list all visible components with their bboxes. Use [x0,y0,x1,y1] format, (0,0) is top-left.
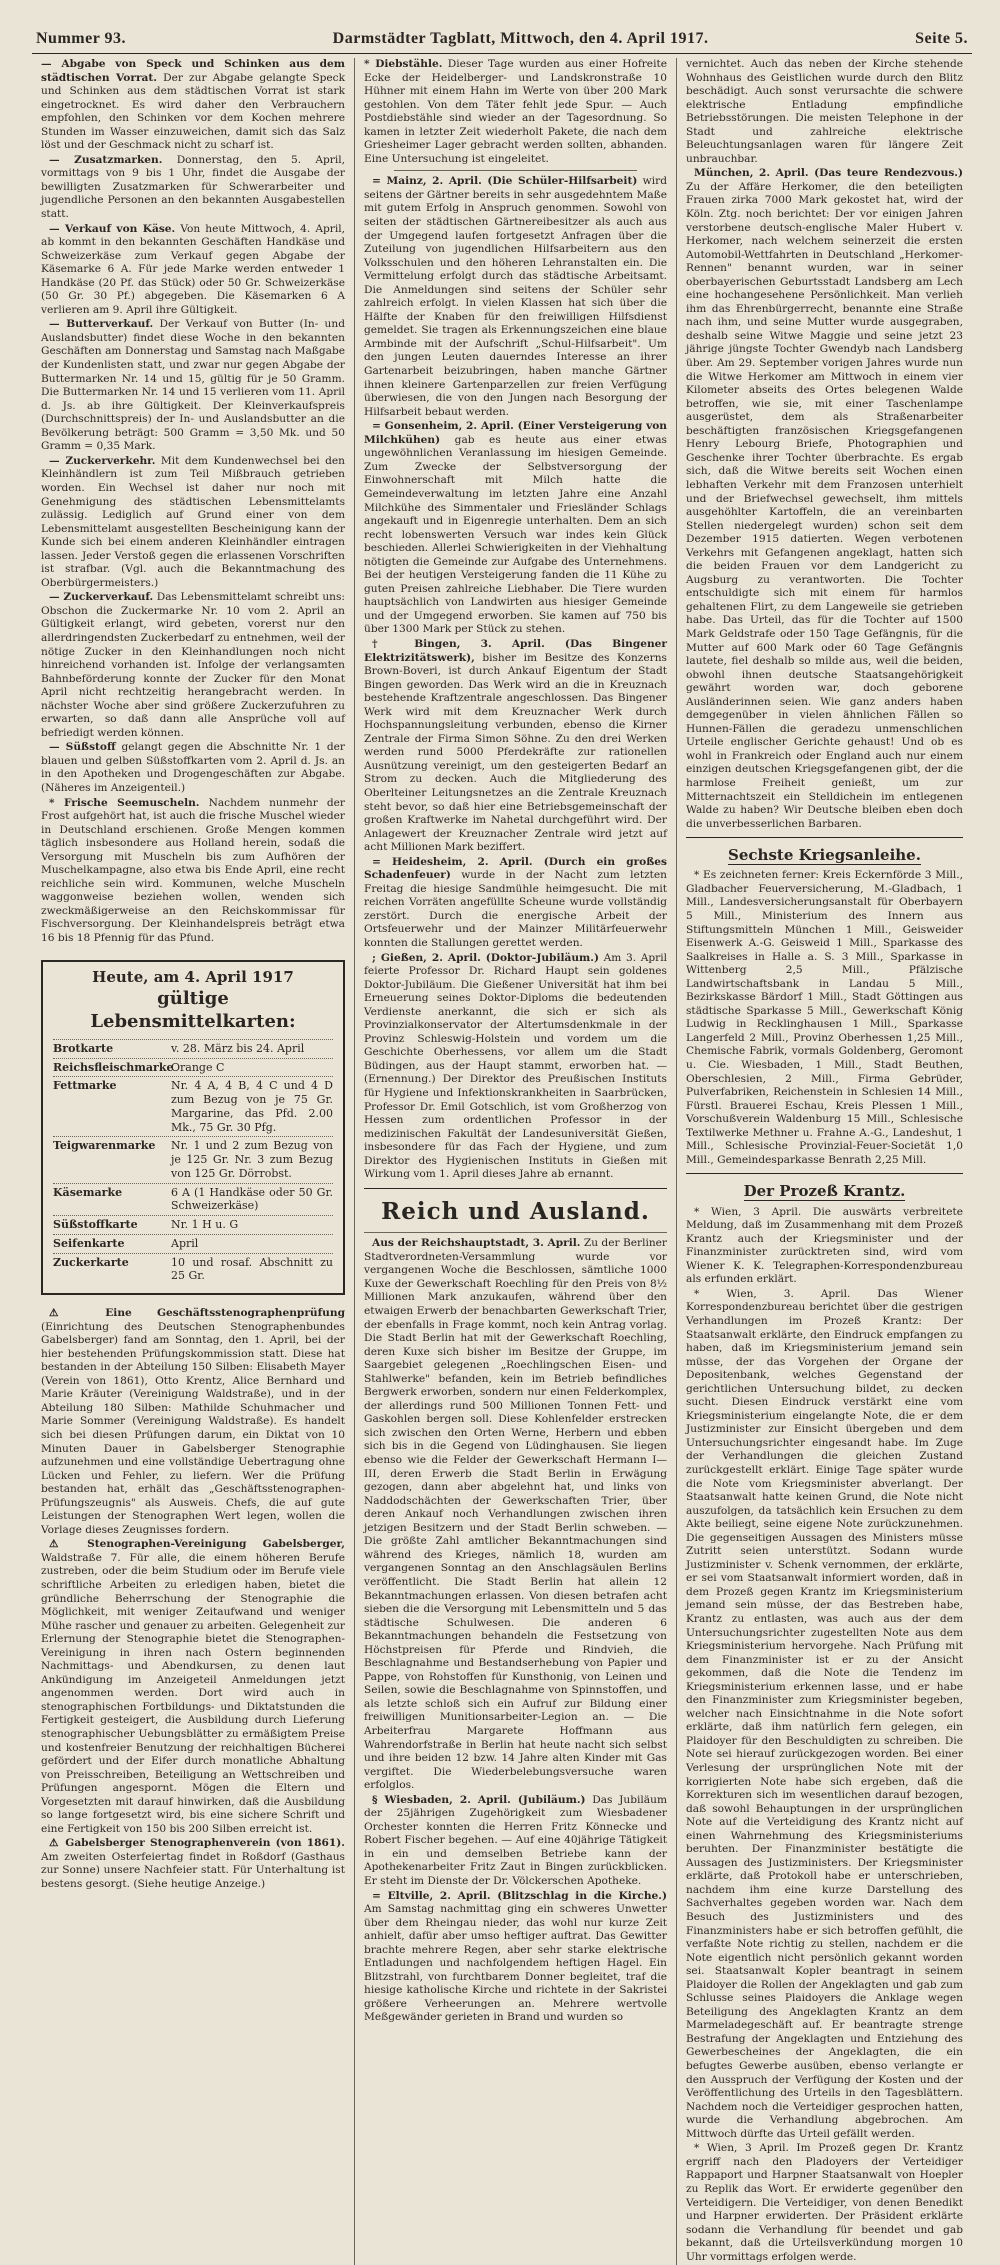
column-1 [32,58,354,2265]
section-heading-kriegsanleihe: Sechste Kriegsanleihe. [686,837,963,869]
article-columns [32,58,972,2263]
article-kaese: — Verkauf von Käse. Von heute Mittwoch, 4. April, ab kommt in den bekannten Geschäften Handkäse und Schweizerkäse zum Verkauf gegen Abgabe der Käsemarke 6 A. Für jede Marke werden entweder 1 Handkäse (20 Pf. das Stück) oder 50 Gr. Schweizerkäse (50 Gr. 30 Pf.) abgegeben. Die Käsemarken 6 A verlieren am 9. April ihre Gültigkeit. [41,222,346,316]
article-muenchen: München, 2. April. (Das teure Rendezvous.) Zu der Affäre Herkomer, die den beteiligten Frauen zirka 7000 Mark gekostet hat, wird der Köln. Ztg. noch berichtet: Der vor einigen Jahren verstorbene deutsch-englische Maler Hubert v. Herkomer, nach welchem seinerzeit die ersten Automobil-Wettfahrten in Deutschland „Herkomer-Rennen" benannt wurden, war in seiner oberbayerischen Geburtsstadt Landsberg am Lech eine hochangesehene Persönlichkeit. Man verlieh ihm das Ehrenbürgerrecht, benannte eine Straße nach ihm, und seine Mutter wurde ausgegraben, deshalb seine Witwe Maggie und seine jetzt 23 jährige jüngste Tochter Gwendyb nach Landsberg über. Am 29. September vorigen Jahres wurde nun die Witwe Herkomer am Mittwoch in einem vier Kilometer abseits des Ortes belegenen Walde betroffen, wie sie, mit einer Taschenlampe ausgerüstet, dem als Straßenarbeiter beschäftigten französischen Kriegsgefangenen Henry Lebourg Briefe, Photographien und Geschenke ihrer Tochter überbrachte. Es ergab sich, daß die Witwe bereits seit Wochen einen lebhaften Verkehr mit dem Franzosen unterhielt und der Briefwechsel gewechselt, ihm mittels ausgehöhlter Kartoffeln, die an vereinbarten Stellen niedergelegt wurden) schon seit dem Dezember 1915 datierten. Wegen verbotenen Verkehrs mit Gefangenen angeklagt, hatten sich die beiden Frauen vor dem Landgericht zu Augsburg zu verantworten. Die Tochter entschuldigte sich mit einem für harmlos gehaltenen Flirt, zu dem Langeweile sie getrieben habe. Das Urteil, das für die Tochter auf 1500 Mark Geldstrafe oder 150 Tage Gefängnis, für die Mutter auf 600 Mark oder 60 Tage Gefängnis lautete, fiel deshalb so milde aus, weil die beiden, obwohl ihnen deutsche Staatsangehörigkeit gewährt worden war, doch geborene Ausländerinnen seien. Wie ganz anders haben demgegenüber in vielen ähnlichen Fällen so Hunnen-Fällen die geradezu unmenschlichen Urteile englischer Gerichte gehaust! Und ob es wohl in Frankreich oder England auch nur einem einzigen deutschen Kriegsgefangenen gibt, der die harmlose Freiheit genießt, um zur Mitternachtszeit ein Stelldichein im entlegenen Walde zu haben? Wir Deutsche bleiben eben doch die unverbesserlichen Barbaren. [686,167,963,830]
article-krantz-1: * Wien, 3 April. Die auswärts verbreitete Meldung, daß im Zusammenhang mit dem Prozeß Krantz auch der Kriegsminister und der Finanzminister zurücktreten sind, wird vom Wiener K. K. Telegraphen-Korrespondenzbureau als erfunden erklärt. [686,1205,963,1286]
ration-row: Zuckerkarte 10 und rosaf. Abschnitt zu 25 Gr. [53,1253,333,1286]
article-stenographen-vereinigung: ⚠ Stenographen-Vereinigung Gabelsberger, Waldstraße 7. Für alle, die einem höheren Berufe zustreben, oder die beim Studium oder im Berufe viele schriftliche Arbeiten zu erledigen haben, bietet die gründliche Beherrschung der Stenographie die Möglichkeit, mit weniger Zeitaufwand und weniger Mühe rascher und genauer zu arbeiten. Gelegenheit zur Erlernung der Stenographie bietet die Stenographen-Vereinigung in ihren nach Ostern beginnenden Nachmittags- und Abendkursen, zu denen laut Ankündigung im Anzeigeteil Anmeldungen jetzt angenommen werden. Dort wird auch in stenographischen Fortbildungs- und Diktatstunden die Fertigkeit gesteigert, die Ausbildung durch Lieferung stenographischer Uebungsblätter zu ermäßigtem Preise und kostenfreier Benutzung der reichhaltigen Bücherei gefördert und der Eifer durch monatliche Abhaltung von Preisschreiben, Beteiligung an Wettschreiben und Prüfungen angespornt. Mögen die Eltern und Vorgesetzten mit darauf hinwirken, daß die Ausbildung so lange fortgesetzt wird, bis eine sichere Schrift und eine Fertigkeit von 150 bis 200 Silben erreicht ist. [41,1538,345,1835]
masthead [32,30,972,54]
article-stenographenverein-1861: ⚠ Gabelsberger Stenographenverein (von 1861). Am zweiten Osterfeiertag findet in Roßdorf (Gasthaus zur Sonne) unsere Nachfeier statt. Für Unterhaltung ist bestens gesorgt. (Siehe heutige Anzeige.) [41,1837,345,1891]
ration-row: Käsemarke 6 A (1 Handkäse oder 50 Gr. Schweizerkäse) [53,1183,333,1216]
article-suessstoff: — Süßstoff gelangt gegen die Abschnitte Nr. 1 der blauen und gelben Süßstoffkarten vom 2. April d. Js. an in den Apotheken und Drogengeschäften zur Abgabe. (Näheres im Anzeigenteil.) [41,741,345,794]
article-reichshauptstadt: Aus der Reichshauptstadt, 3. April. Zu der Berliner Stadtverordneten-Versammlung wurde vor vergangenen Woche die Beschlossen, sämtliche 1000 Kuxe der Gewerkschaft Roechling für den Preis von 8½ Millionen Mark anzukaufen, während über den etwaigen Erwerb der benachbarten Gewerkschaft Trier, der ebenfalls in Frage kommt, noch kein Antrag vorlag. Die Stadt Berlin hat mit der Gewerkschaft Roechling, deren Kuxe sich bisher im Besitze der Gruppe, im Saargebiet gelegenen „Roechlingschen Eisen- und Stahlwerke" befanden, kein im Betrieb befindliches Bergwerk erworben, sondern nur einen Felderkomplex, der allerdings rund 500 Millionen Tonnen Fett- und Gaskohlen bergen soll. Diese Kohlenfelder erstrecken sich zwischen den Orten Werne, Herbern und ebben sich bis in die Gegend von Lüdinghausen. Sie liegen ebenso wie die Felder der Gewerkschaft Hermann I—III, deren Erwerb die Stadt Berlin in Erwägung gezogen, dann aber abgelehnt hat, und links von Naddodschächten der Gewerkschaften Trier, über deren Ankauf noch Verhandlungen zwischen ihren jetzigen Besitzern und der Stadt Berlin schweben. — Die größte Zahl amtlicher Bekanntmachungen sind während des Krieges, nämlich 18, wurden am vergangenen Sonntag an den Anschlagsäulen Berlins veröffentlicht. Die Stadt Berlin hat allein 12 Bekanntmachungen erlassen. Von diesen betrafen acht sieben die die Versorgung mit Lebensmitteln und 5 das städtische Schulwesen. Die anderen 6 Bekanntmachungen behandeln die Festsetzung von Höchstpreisen für Pferde und Rindvieh, die Beschlagnahme und Bestandserhebung von Papier und Pappe, von Rohstoffen für Kunsthonig, von Leinen und Seilen, sowie die Beschlagnahme von Spinnstoffen, und als letzte schloß sich ein Aufruf zur Bildung einer freiwilligen Munitionsarbeiter-Legion an. — Die Arbeiterfrau Margarete Hoffmann aus Wahrendorfstraße in Berlin hat heute nacht sich selbst und ihre beiden 12 bzw. 14 Jahre alten Kinder mit Gas vergiftet. Die Wiederbelebungsversuche waren erfolglos. [364,1237,667,1792]
divider [394,170,637,171]
page-number: Seite 5. [915,30,968,47]
newspaper-title: Darmstädter Tagblatt, Mittwoch, den 4. April 1917. [332,30,709,47]
ration-row: Teigwarenmarke Nr. 1 und 2 zum Bezug von je 125 Gr. Nr. 3 zum Bezug von 125 Gr. Dörrobst. [53,1136,333,1182]
article-kriegsanleihe: * Es zeichneten ferner: Kreis Eckernförde 3 Mill., Gladbacher Feuerversicherung, M.-Gladbach, 1 Mill., Landesversicherungsanstalt für Oberbayern 5 Mill., Ministerium des Innern aus Stiftungsmitteln München 1 Mill., Geisweider Eisenwerk A.-G. Geisweid 1 Mill., Sparkasse des Saalkreises in Halle a. S. 3 Mill., Sparkasse in Wittenberg 2,5 Mill., Pfälzische Landwirtschaftsbank in Landau 5 Mill., Bezirkskasse Bärdorf 1 Mill., Stadt Göttingen aus städtische Sparkasse 5 Mill., Gewerkschaft König Ludwig in Recklinghausen 1 Mill., Sparkasse Langerfeld 2 Mill., Provinz Oberhessen 1,25 Mill., Chemische Fabrik, vormals Goldenberg, Geromont u. Cie. Wiesbaden, 1 Mill., Stadt Beuthen, Oberschlesien, 2 Mill., Firma Gebrüder, Pulverfabriken, Reichenstein in Schlesien 14 Mill., Fürstl. Brauerei Eschau, Kreis Plessen 1 Mill., Vorschußverein Waldenburg 15 Mill., Schlesische Textilwerke Methner u. Frahne A.-G., Landeshut, 1 Mill., Schlesische Provinzial-Feuer-Societät 1,0 Mill., Gemeindesparkasse Benrath 2,25 Mill. [686,869,963,1166]
article-krantz-2: * Wien, 3. April. Das Wiener Korrespondenzbureau berichtet über die gestrigen Verhandlungen im Prozeß Krantz: Der Staatsanwalt erklärte, den Eindruck empfangen zu haben, daß im Kriegsministerium jemand sein müsse, der das Vorgehen der Organe der Depositenbank, welches Gegenstand der gerichtlichen Untersuchung bildet, zu decken sucht. Diesen Eindruck verstärkt eine vom Kriegsministerium eingelangte Note, die er dem Justizminister zur Einsicht übergeben und dem Untersuchungsrichter eingesandt habe. Im Zuge der Verhandlungen die gleichen Zustand zurückgestellt erklärt. Einige Tage später wurde die Note vom Kriegsminister abverlangt. Der Staatsanwalt hatte keinen Grund, die Note nicht auszufolgen, da tatsächlich kein Ersuchen zu dem Akte beiliegt, seine eigene Note zurückzunehmen. Die gegenseitigen Aussagen des Ministers müsse Zutritt seien unterstützt. Sodann wurde Justizminister v. Schenk vernommen, der erklärte, er sei vom Staatsanwalt informiert worden, daß in dem Prozeß gegen Krantz im Kriegsministerium jemand sein müsse, der das Bestreben habe, Krantz zu entlasten, was auch aus der dem Untersuchungsrichter zugestellten Note aus dem Kriegsministerium hervorgehe. Nach Prüfung mit dem Finanzminister ist er zu der Ansicht gekommen, daß die Note die Tendenz im Kriegsministerium erkennen lasse, und er habe den Finanzminister zum Kriegsminister begeben, welcher nach Einsichtnahme in die Note sofort erklärte, daß ihm natürlich fern gelegen, ein Plaidoyer für den Beschuldigten zu schreiben. Die Note sei hierauf zurückgezogen worden. Bei einer Verlesung der ursprünglichen Note mit der korrigierten Note habe sich ergeben, daß die Korrekturen sich im wesentlichen darauf bezogen, daß sowohl Behauptungen in der ursprünglichen Note auf die Verteidigung des Krantz nicht auf einen Wahrnehmung des Kriegsministeriums beruhten. Der Finanzminister bestätigte die Aussagen des Justizministers. Der Kriegsminister erklärte, daß Protokoll habe er unterschrieben, nachdem ihm eine kurze Darstellung des Sachverhaltes gegeben worden war. Nach dem Besuch des Justizministers und des Finanzministers habe er sich betroffen gefühlt, die verfaßte Note richtig zu stellen, nachdem er die Note eigentlich nicht persönlich gekannt worden sei. Staatsanwalt Kopler beantragt in seinem Plaidoyer die Rollen der Angeklagten und gab zum Schlusse seines Plaidoyers die Anklage wegen Beteiligung des Angeklagten Krantz an dem Marmeladegeschäft auf. Er beantragte strenge Bestrafung der Angeklagten und Entziehung des Gewerbescheines der Angeklagten, die ein befugtes Gewerbe ausüben, ebenso verlangte er den Ausspruch der Verfügung der Kosten und der Veröffentlichung des Urteils in den Tagesblättern. Nachdem noch die Verteidiger gesprochen hatten, wurde die Verhandlung abgebrochen. Am Mittwoch dürfte das Urteil gefällt werden. [686,1287,963,2140]
article-speck-schinken: — Abgabe von Speck und Schinken aus dem städtischen Vorrat. Der zur Abgabe gelangte Speck und Schinken aus dem städtischen Vorrat ist stark eingetrocknet. Es wird daher den Verbrauchern empfohlen, den Schinken vor dem Kochen mehrere Stunden im Wasser einzuweichen, damit sich das Salz löst und der Geschmack nicht zu scharf ist. [41,58,345,152]
article-mainz: = Mainz, 2. April. (Die Schüler-Hilfsarbeit) wird seitens der Gärtner bereits in sehr ausgedehntem Maße mit gutem Erfolg in Anspruch genommen. Sowohl von seiten der städtischen Gärtnereibesitzer als auch aus der Umgegend laufen fortgesetzt Anfragen über die Zuteilung von jugendlichen Hilfsarbeitern aus den Volksschulen und den höheren Lehranstalten ein. Die Vermittelung erfolgt durch das städtische Arbeitsamt. Die Anmeldungen sind seitens der Schüler sehr zahlreich erfolgt. In vielen Klassen hat sich über die Hälfte der Knaben für den freiwilligen Hilfsdienst gemeldet. Sie tragen als Erkennungszeichen eine blaue Armbinde mit der Aufschrift „Schul-Hilfsarbeit". Um den jungen Leuten dauerndes Interesse an ihrer Gartenarbeit beizubringen, haben manche Gärtner ihnen kleinere Gartenparzellen zur freien Verfügung überwiesen, die von den Jungen nach Besorgung der Hilfsarbeit bebaut werden. [364,175,667,418]
column-3 [676,58,972,2265]
article-diebstaehle: * Diebstähle. Dieser Tage wurden aus einer Hofreite Ecke der Heidelberger- und Landskronstraße 10 Hühner mit einem Hahn im Werte von über 200 Mark gestohlen. Von dem Täter fehlt jede Spur. — Auch Postdiebstähle sind wieder an der Tagesordnung. So kamen in letzter Zeit wiederholt Pakete, die nach dem Griesheimer Lager gebracht werden sollten, abhanden. Eine Untersuchung ist eingeleitet. [364,58,667,165]
article-wiesbaden: § Wiesbaden, 2. April. (Jubiläum.) Das Jubiläum der 25jährigen Zugehörigkeit zum Wiesbadener Orchester konnten die Herren Fritz Könnecke und Robert Fischer begehen. — Auf eine 40jährige Tätigkeit in ein und demselben Betriebe kann der Apothekenarbeiter Fritz Zaut in Bingen zurückblicken. Er steht im Dienste der Dr. Völckerschen Apotheke. [364,1793,667,1887]
section-heading-reich-ausland: Reich und Ausland. [364,1188,667,1233]
issue-number: Nummer 93. [36,30,127,47]
article-seemuscheln: * Frische Seemuscheln. Nachdem nunmehr der Frost aufgehört hat, ist auch die frische Muschel wieder in Deutschland erschienen. Große Mengen kommen täglich insbesondere aus Holland herein, sodaß die Versorgung mit Muscheln bis zum Aufhören der Muschelkampagne, also etwa bis Ende April, eine recht reichliche sein wird. Kommunen, welche Muscheln waggonweise beziehen wollen, wenden sich zweckmäßigerweise an den Reichskommissar für Fischversorgung. Der Kleinhandelspreis beträgt etwa 16 bis 18 Pfennig für das Pfund. [41,796,345,944]
ration-cards-box [41,960,345,1296]
ration-box-title: gültige Lebensmittelkarten: [90,987,296,1032]
article-eltville: = Eltville, 2. April. (Blitzschlag in die Kirche.) Am Samstag nachmittag ging ein schweres Unwetter über dem Rheingau nieder, das wohl nur kurze Zeit anhielt, dafür aber umso heftiger auftrat. Das Gewitter brachte mehrere Regen, aber sehr starke elektrische Entladungen und nachfolgendem heftigen Hagel. Ein Blitzstrahl, von furchtbarem Donner begleitet, traf die hiesige katholische Kirche und richtete in der Sakristei größere Verheerungen an. Mehrere wertvolle Meßgewänder gerieten in Brand und wurden so [364,1889,667,2024]
article-eltville-continued: vernichtet. Auch das neben der Kirche stehende Wohnhaus des Geistlichen wurde durch den Blitz beschädigt. Auch sonst verursachte die schwere elektrische Entladung empfindliche Betriebsstörungen. Die meisten Telephone in der Stadt und zahlreiche elektrische Beleuchtungsanlagen waren für längere Zeit unbrauchbar. [686,58,963,165]
article-gonsenheim: = Gonsenheim, 2. April. (Einer Versteigerung von Milchkühen) gab es heute aus einer etwas ungewöhnlichen Veranlassung im hiesigen Gemeinde. Zum Zwecke der Selbstversorgung der Einwohnerschaft mit Milch hatte die Gemeindeverwaltung im letzten Jahre eine Anzahl Milchkühe des Simmentaler und Friesländer Schlags angekauft und in Eigenregie unterhalten. Dem an sich recht lobenswerten Versuch war indes kein Glück beschieden. Allerlei Schwierigkeiten in der Viehhaltung nötigten die Gemeinde zur Aufgabe des Unternehmens. Bei der heutigen Versteigerung fanden die 11 Kühe zu guten Preisen zahlreiche Liebhaber. Die Tiere wurden hauptsächlich von Landwirten aus hiesiger Gemeinde und der Umgegend erworben. Sie kamen auf 750 bis über 1300 Mark per Stück zu stehen. [364,420,667,636]
article-zuckerverkehr: — Zuckerverkehr. Mit dem Kundenwechsel bei den Kleinhändlern ist zum Teil Mißbrauch getrieben worden. Ein Wechsel ist daher nur noch mit Genehmigung des städtischen Lebensmittelamts zulässig. Lediglich auf Grund einer von dem Lebensmittelamt ausgestellten Bescheinigung kann der Kunde sich bei einem anderen Kleinhändler eintragen lassen. Jeder Verstoß gegen die erlassenen Vorschriften ist strafbar. (Vgl. auch die Bekanntmachung des Oberbürgermeisters.) [41,454,345,589]
ration-row: Seifenkarte April [53,1234,333,1253]
section-heading-prozess-krantz: Der Prozeß Krantz. [686,1173,963,1205]
article-stenographenpruefung: ⚠ Eine Geschäftsstenographenprüfung (Einrichtung des Deutschen Stenographenbundes Gabelsberger) fand am Sonntag, den 1. April, bei der hier bestehenden Prüfungskommission statt. Diese hat bestanden in der Abteilung 150 Silben: Elisabeth Mayer (Verein von 1861), Otto Krentz, Alice Bernhard und Marie Kräuter (Vereinigung Waldstraße), und in der Abteilung 180 Silben: Mathilde Schuhmacher und Marie Sommer (Vereinigung Waldstraße). Es handelt sich bei diesen Prüfungen darum, ein Diktat von 10 Minuten Dauer in Gabelsberger Stenographie aufzunehmen und eine vollständige Uebertragung ohne Lücken und Fehler, zu liefern. Wer die Prüfung bestanden hat, erhält das „Geschäftsstenographen-Prüfungszeugnis" als Ausweis. Chefs, die auf gute Leistungen der Stenographen Wert legen, wollen die Vorlage dieses Zeugnisses fordern. [41,1307,345,1536]
ration-row: Brotkarte v. 28. März bis 24. April [53,1039,333,1058]
article-butter: — Butterverkauf. Der Verkauf von Butter (In- und Auslandsbutter) findet diese Woche in den bekannten Geschäften am Donnerstag und Samstag nach Maßgabe der Kundenlisten statt, und zwar nur gegen Abgabe der Buttermarken Nr. 14 und 15, gültig für je 50 Gramm. Die Buttermarken Nr. 14 und 15 verlieren vom 11. April d. Js. ab ihre Gültigkeit. Der Kleinverkaufspreis (Durchschnittspreis) der In- und Auslandsbutter an die Bevölkerung beträgt: 500 Gramm = 3,50 Mk. und 50 Gramm = 0,35 Mark. [41,318,345,453]
article-bingen: † Bingen, 3. April. (Das Bingener Elektrizitätswerk), bisher im Besitze des Konzerns Brown-Boveri, ist durch Ankauf Eigentum der Stadt Bingen geworden. Das Werk wird an die in Kreuznach bestehende Kraftzentrale angeschlossen. Das Bingener Werk wird mit dem Kreuznacher Werk durch Hochspannungsleitung verbunden, ebenso die Kirner Zentrale der Firma Simon Söhne. Zu den drei Werken werden rund 5000 Pferdekräfte zur rationellen Ausnützung vereinigt, um den gesteigerten Bedarf an Strom zu decken. Auch die Mitgliederung des Oberlteiner Leitungsnetzes an die Zentrale Kreuznach steht bevor, so daß hier eine Betriebsgemeinschaft der großen Kraftwerke im Nahetal durchgeführt wird. Der Anlagewert der Kreuznacher Zentrale wird jetzt auf acht Millionen Mark beziffert. [364,637,667,854]
column-2 [354,58,676,2265]
article-giessen: ; Gießen, 2. April. (Doktor-Jubiläum.) Am 3. April feierte Professor Dr. Richard Haupt sein goldenes Doktor-Jubiläum. Die Gießener Universität hat ihm bei Erneuerung seines Doktor-Diploms die bedeutenden Verdienste anerkannt, die sich er sich als Provinzialkonservator der Altertumsdenkmale in der Provinz Schleswig-Holstein und vordem um die Geschichte Oberhessens, vor allem um die Stadt Büdingen, aus der Haupt stammt, erworben hat. — (Ernennung.) Der Direktor des Preußischen Instituts für Hygiene und Infektionskrankheiten in Saarbrücken, Professor Dr. Emil Gotschlich, ist vom Großherzog von Hessen zum ordentlichen Professor in der medizinischen Fakultät der Landesuniversität Gießen, insbesondere für das Fach der Hygiene, und zum Direktor des Hygienischen Instituts in Gießen mit Wirkung vom 1. April dieses Jahre ab ernannt. [364,951,667,1181]
article-krantz-3: * Wien, 3 April. Im Prozeß gegen Dr. Krantz ergriff nach den Pladoyers der Verteidiger Rappaport und Harpner Staatsanwalt von Hoepler zu Replik das Wort. Er erwiderte gegenüber den Verteidigern. Die Verteidiger, von denen Benedikt und Harpner erwiderten. Der Präsident erklärte sodann die Verhandlung für beendet und gab bekannt, daß die Urteilsverkündung morgen 10 Uhr vormittags erfolgen werde. [686,2142,963,2263]
ration-row: Süßstoffkarte Nr. 1 H u. G [53,1215,333,1234]
ration-box-date: Heute, am 4. April 1917 [92,967,294,986]
article-zuckerverkauf: — Zuckerverkauf. Das Lebensmittelamt schreibt uns: Obschon die Zuckermarke Nr. 10 vom 2. April an Gültigkeit erlangt, wird gebeten, vorerst nur den allerdringendsten Zuckerbedarf zu entnehmen, weil der nötige Zucker in den Kleinhandlungen noch nicht hinreichend vorhanden ist. Infolge der verlangsamten Bahnbeförderung konnte der Zucker für den Monat April nicht rechtzeitig herangebracht werden. In nächster Woche aber sind größere Zuckerzufuhren zu erwarten, so daß dann alle Ansprüche voll auf befriedigt werden können. [41,591,345,739]
article-heidesheim: = Heidesheim, 2. April. (Durch ein großes Schadenfeuer) wurde in der Nacht zum letzten Freitag die hiesige Sandmühle heimgesucht. Die mit reichen Vorräten angefüllte Scheune wurde vollständig zerstört. Durch die energische Arbeit der Ortsfeuerwehr und der Mainzer Militärfeuerwehr konnten die Stallungen gerettet werden. [364,855,668,949]
ration-row: Fettmarke Nr. 4 A, 4 B, 4 C und 4 D zum Bezug von je 75 Gr. Margarine, das Pfd. 2.00 Mk., 75 Gr. 30 Pfg. [53,1076,333,1136]
ration-row: Reichsfleischmarke Orange C [53,1058,333,1077]
article-zusatzmarken: — Zusatzmarken. Donnerstag, den 5. April, vormittags von 9 bis 1 Uhr, findet die Ausgabe der bewilligten Zusatzmarken für Schwerarbeiter und jugendliche Personen an den bekannten Ausgabestellen statt. [41,153,345,221]
